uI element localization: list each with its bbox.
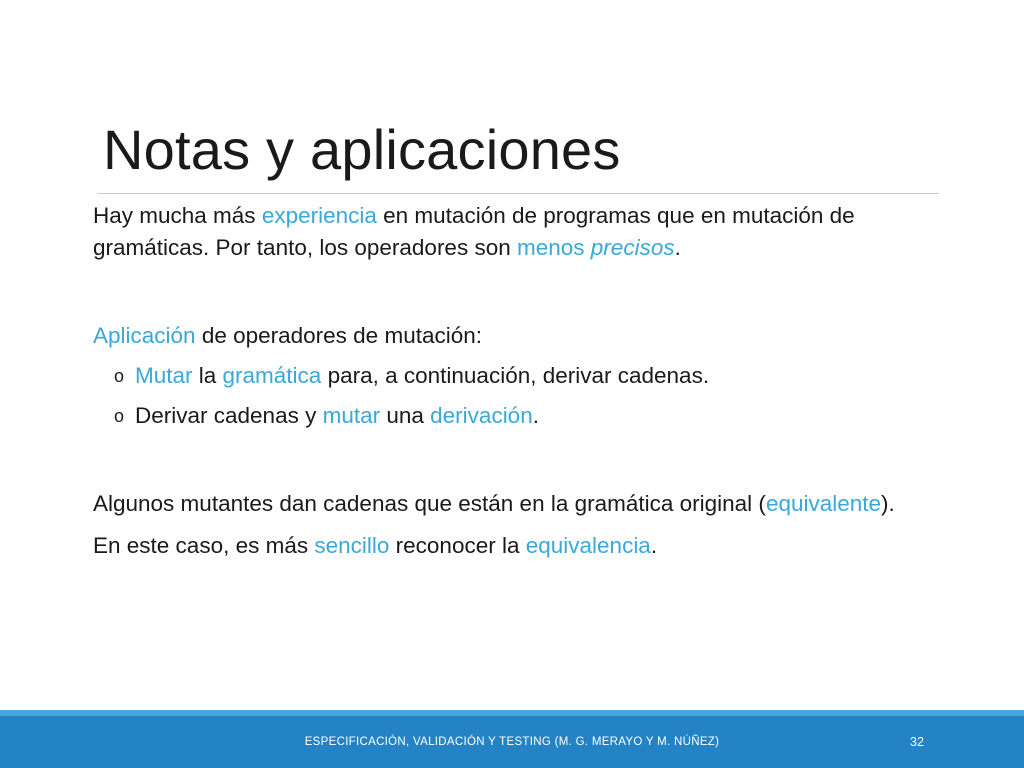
highlight-derivacion: derivación — [430, 403, 533, 428]
text: una — [380, 403, 431, 428]
text: reconocer la — [389, 533, 526, 558]
text: para, a continuación, derivar cadenas. — [321, 363, 710, 388]
highlight-gramatica: gramática — [222, 363, 322, 388]
highlight-equivalencia: equivalencia — [525, 533, 651, 558]
bullet-icon: o — [114, 406, 125, 426]
highlight-mutar: Mutar — [135, 363, 193, 388]
text: la — [192, 363, 223, 388]
text: . — [650, 533, 658, 558]
highlight-mutar: mutar — [322, 403, 381, 428]
highlight-menos: menos — [516, 235, 585, 260]
text: . — [532, 403, 539, 428]
list-item-derivar-cadenas — [93, 400, 923, 432]
highlight-precisos: precisos — [590, 235, 675, 260]
paragraph-mutantes — [93, 488, 923, 520]
title-divider — [97, 193, 939, 194]
slide-body — [93, 200, 923, 562]
text: Derivar cadenas y — [135, 403, 323, 428]
paragraph-equivalencia — [93, 530, 923, 562]
text: Algunos mutantes dan cadenas que están en la gramática original ( — [93, 491, 766, 516]
highlight-sencillo: sencillo — [314, 533, 390, 558]
bullet-icon: o — [114, 366, 125, 386]
slide-title: Notas y aplicaciones — [103, 118, 621, 181]
paragraph-experience — [93, 200, 923, 264]
list-item-mutar-gramatica — [93, 360, 923, 392]
paragraph-application — [93, 320, 923, 352]
highlight-experiencia: experiencia — [261, 203, 377, 228]
text: de operadores de mutación: — [195, 323, 482, 348]
text: en mutación de programas que en mutación de gramáticas. Por tanto, los operadores son — [93, 203, 855, 260]
text: . — [674, 235, 681, 260]
text: ). — [881, 491, 895, 516]
text: Hay mucha más — [93, 203, 262, 228]
page-number: 32 — [910, 735, 924, 749]
text: En este caso, es más — [93, 533, 315, 558]
footer-caption: ESPECIFICACIÓN, VALIDACIÓN Y TESTING (M. G. MERAYO Y M. NÚÑEZ) — [304, 736, 720, 748]
highlight-equivalente: equivalente — [765, 491, 882, 516]
highlight-aplicacion: Aplicación — [93, 323, 196, 348]
